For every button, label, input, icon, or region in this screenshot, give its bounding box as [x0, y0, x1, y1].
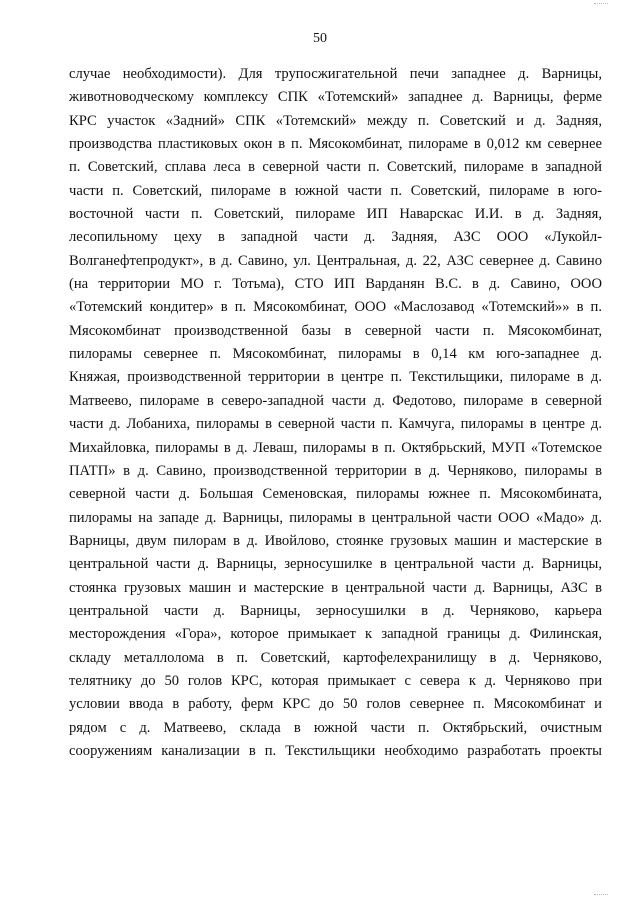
scan-artifact-top — [594, 3, 608, 8]
text-line: пилорамы на западе д. Варницы, пилорамы в центральной части ООО «Мадо» д. — [69, 509, 602, 526]
text-line: Михайловка, пилорамы в д. Леваш, пилорамы в п. Октябрьский, МУП «Тотемское — [69, 439, 602, 456]
text-line: Княжая, производственной территории в центре п. Текстильщики, пилораме в д. — [69, 369, 602, 386]
text-line: ПАТП» в д. Савино, производственной территории в д. Черняково, пилорамы в — [69, 462, 602, 479]
text-line: (на территории МО г. Тотьма), СТО ИП Варданян В.С. в д. Савино, ООО — [69, 276, 602, 293]
text-line: лесопильному цеху в западной части д. Задняя, АЗС ООО «Лукойл- — [69, 229, 602, 246]
text-line: складу металлолома в п. Советский, картофелехранилищу в д. Черняково, — [69, 649, 602, 666]
text-line: пилорамы севернее п. Мясокомбинат, пилорамы в 0,14 км юго-западнее д. — [69, 346, 602, 363]
text-line: части д. Лобаниха, пилорамы в северной части п. Камчуга, пилорамы в центре д. — [69, 416, 602, 433]
text-line: п. Советский, сплава леса в северной части п. Советский, пилораме в западной — [69, 159, 602, 176]
text-line: «Тотемский кондитер» в п. Мясокомбинат, ООО «Маслозавод «Тотемский»» в п. — [69, 299, 602, 316]
page-number: 50 — [313, 31, 327, 46]
text-line: месторождения «Гора», которое примыкает к западной границы д. Филинская, — [69, 626, 602, 643]
text-line: телятнику до 50 голов КРС, которая примыкает с севера к д. Черняково при — [69, 672, 602, 689]
text-line: Волганефтепродукт», в д. Савино, ул. Центральная, д. 22, АЗС севернее д. Савино — [69, 252, 602, 269]
text-line: условии ввода в работу, ферм КРС до 50 голов севернее п. Мясокомбинат и — [69, 696, 602, 713]
text-line: рядом с д. Матвеево, склада в южной части п. Октябрьский, очистным — [69, 719, 602, 736]
text-line: животноводческому комплексу СПК «Тотемский» западнее д. Варницы, ферме — [69, 89, 602, 106]
text-line: центральной части д. Варницы, зерносушилки в д. Черняково, карьера — [69, 602, 602, 619]
text-line: центральной части д. Варницы, зерносушилке в центральной части д. Варницы, — [69, 556, 602, 573]
text-line: Мясокомбинат производственной базы в северной части п. Мясокомбинат, — [69, 322, 602, 339]
body-text — [69, 63, 602, 763]
text-line: сооружениям канализации в п. Текстильщики необходимо разработать проекты — [69, 742, 602, 759]
text-line: стоянка грузовых машин и мастерские в центральной части д. Варницы, АЗС в — [69, 579, 602, 596]
text-line: части п. Советский, пилораме в южной части п. Советский, пилораме в юго- — [69, 182, 602, 199]
text-line: северной части д. Большая Семеновская, пилорамы южнее п. Мясокомбината, — [69, 486, 602, 503]
text-line: КРС участок «Задний» СПК «Тотемский» между п. Советский и д. Задняя, — [69, 112, 602, 129]
text-line: Варницы, двум пилорам в д. Ивойлово, стоянке грузовых машин и мастерские в — [69, 532, 602, 549]
text-line: случае необходимости). Для трупосжигательной печи западнее д. Варницы, — [69, 66, 602, 82]
text-line: производства пластиковых окон в п. Мясокомбинат, пилораме в 0,012 км севернее — [69, 136, 602, 153]
scan-artifact-bottom — [594, 894, 608, 899]
text-line: восточной части п. Советский, пилораме ИП Наварскас И.И. в д. Задняя, — [69, 206, 602, 223]
text-line: Матвеево, пилораме в северо-западной части д. Федотово, пилораме в северной — [69, 392, 602, 409]
